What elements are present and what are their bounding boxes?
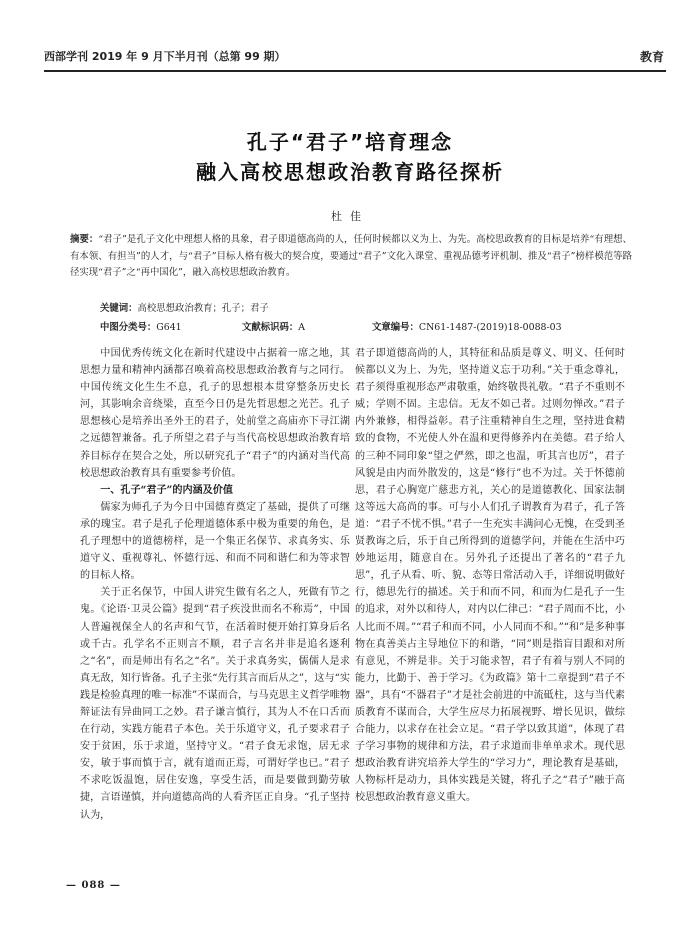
document-code (242, 319, 305, 333)
abstract-text: “君子”是孔子文化中理想人格的具象，君子即道德高尚的人，任何时候都以义为上、为先。高校思政教育的目标是培养“有理想、有本领、有担当”的人才，与“君子”目标人格有极大的契合度，要通过“君子”文化入课堂、重视品德考评机制、推及“君子”榜样模范等路径实现“君子”之“再中国化”，融入高校思想政治教育。 (70, 234, 632, 278)
section-heading: 一、孔子“君子”的内涵及价值 (100, 484, 233, 496)
running-header (44, 44, 664, 66)
doc-value: A (298, 322, 306, 333)
doc-label: 文献标识码： (242, 322, 299, 333)
article-label: 文章编号： (372, 322, 419, 333)
body-paragraph: 关于正名保节，中国人讲究生做有名之人，死做有节之鬼。《论语·卫灵公篇》提到“君子疾没世而名不称焉”，中国人普遍视保全人的名声和气节，在活着时便开始打算身后名或千古。孔学名不正则言不顺，君子言名并非是追名逐利之“名”，而是师出有名之“名”。关于求真务实，儒儒人是求真无敌，知行皆备。孔子主张“先行其言而后从之”，这与“实践是检验真理的唯一标准”不谋而合，与马克思主义哲学唯物辩证法有异曲同工之妙。君子谦言慎行，其为人不在口舌而在行动，实践方能君子本色。关于乐道守义，孔子要求君子安于贫困，乐于求道，坚持守义。“君子食无求饱，居无求安，敏于事而慎于言，就有道而正焉，可谓好学也已。”君子不求吃饭温饱，居住安逸，享受生活，而是要做到勤劳敏捷，言语谨慎，并向道德高尚的人看齐匡正自身。“孔子坚持认为， (80, 587, 350, 821)
page-number: — 088 — (66, 880, 121, 891)
article-number (372, 319, 562, 333)
author-name: 杜佳 (331, 210, 369, 223)
clc-label: 中图分类号： (100, 322, 157, 333)
journal-issue: 西部学刊 2019 年 9 月下半月刊（总第 99 期） (44, 50, 286, 63)
article-title-line-2: 融入高校思想政治教育路径探析 (196, 160, 504, 184)
abstract-label: 摘要： (70, 234, 99, 245)
article-title-line-1: 孔子“君子”培育理念 (246, 130, 454, 154)
keywords-label: 关键词： (100, 303, 138, 314)
abstract (70, 232, 632, 282)
section-name: 教育 (639, 50, 664, 64)
clc-value: G641 (156, 322, 182, 333)
keywords (100, 300, 269, 314)
clc-number (100, 319, 182, 333)
article-value: CN61-1487-(2019)18-0088-03 (418, 322, 562, 333)
intro-paragraph: 中国优秀传统文化在新时代建设中占据着一席之地，其思想力量和精神内涵都召唤着高校思想政治教育与之同行。中国传统文化生生不息，孔子的思想根本贯穿整条历史长河，其影响余音绕梁，直至今日仍是先哲思想之光芒。孔子思想核心是培养出圣外王的君子，处前堂之高庙亦下寻江湖之远德智兼备。孔子所望之君子与当代高校思想政治教育培养目标存在契合之处，所以研究孔子“君子”的内涵对当代高校思想政治教育具有重要参考价值。 (80, 348, 350, 479)
body-paragraph: 儒家为师孔子为今日中国德育奠定了基础，提供了可继承的瑰宝。君子是孔子伦理道德体系中极为重要的角色，是孔子理想中的道德榜样，是一个集正名保节、求真务实、乐道守义、重视尊礼、怀德行远、和而不同和谐仁和为等求智的目标人格。 (80, 501, 350, 582)
body-column-left (80, 345, 350, 824)
body-column-right (355, 345, 625, 807)
header-rule (44, 70, 666, 72)
keywords-text: 高校思想政治教育；孔子；君子 (137, 303, 269, 314)
body-paragraph-continued: 君子即道德高尚的人，其特征和品质是尊义、明义、任何时候都以义为上、为先，坚持道义忘于功利。”关于重念尊礼，君子须得重视形态严肃敬重，始终敬畏礼敬。“君子不重则不威；学则不固。主忠信。无友不如己者。过则勿惮改。”君子内外兼修，相得益彰。君子注重精神自生之理，坚持进食精致的食物，不光使人外在温和更得修养内在美德。君子给人的三种不同印象“望之俨然，即之也温，听其言也厉”，君子风貌是由内而外散发的，这是“修行”也不为过。关于怀德前思，君子心胸宽广慈悲方礼，关心的是道德教化、国家法制这等远大高尚的事。可与小人们孔子谓教育为君子，孔子答道：“君子不忧不惧。”君子一生充实丰满问心无愧，在受到圣贤教诲之后，乐于自己所得到的道德学问，并能在生活中巧妙地运用，随意自在。另外孔子还提出了著名的“君子九思”，孔子从看、听、貌、态等日常活动入手，详细说明做好行，德思先行的描述。关于和而不同，和而为仁是孔子一生的追求，对外以和待人，对内以仁律己：“君子周而不比，小人比而不周。”“君子和而不同，小人同而不和。”“和”是多种事物在真善美占主导地位下的和谐，“同”则是指盲目跟和对所有意见，不辨是非。关于习能求智，君子有着与别人不同的能力，比勤于、善于学习。《为政篇》第十二章提到“君子不器”，具有“不器君子”才是社会前进的中流砥柱，这与当代素质教育不谋而合，大学生应尽力拓展视野、增长见识，做综合能力，以求存在社会立足。“君子学以致其道”，体现了君子学习事物的规律和方法，君子求道而非单单求术。现代思想政治教育讲究培养大学生的“学习力”，理论教育是基础，人物标杆是动力，具体实践是关键，将孔子之“君子”融于高校思想政治教育意义重大。 (355, 348, 625, 804)
